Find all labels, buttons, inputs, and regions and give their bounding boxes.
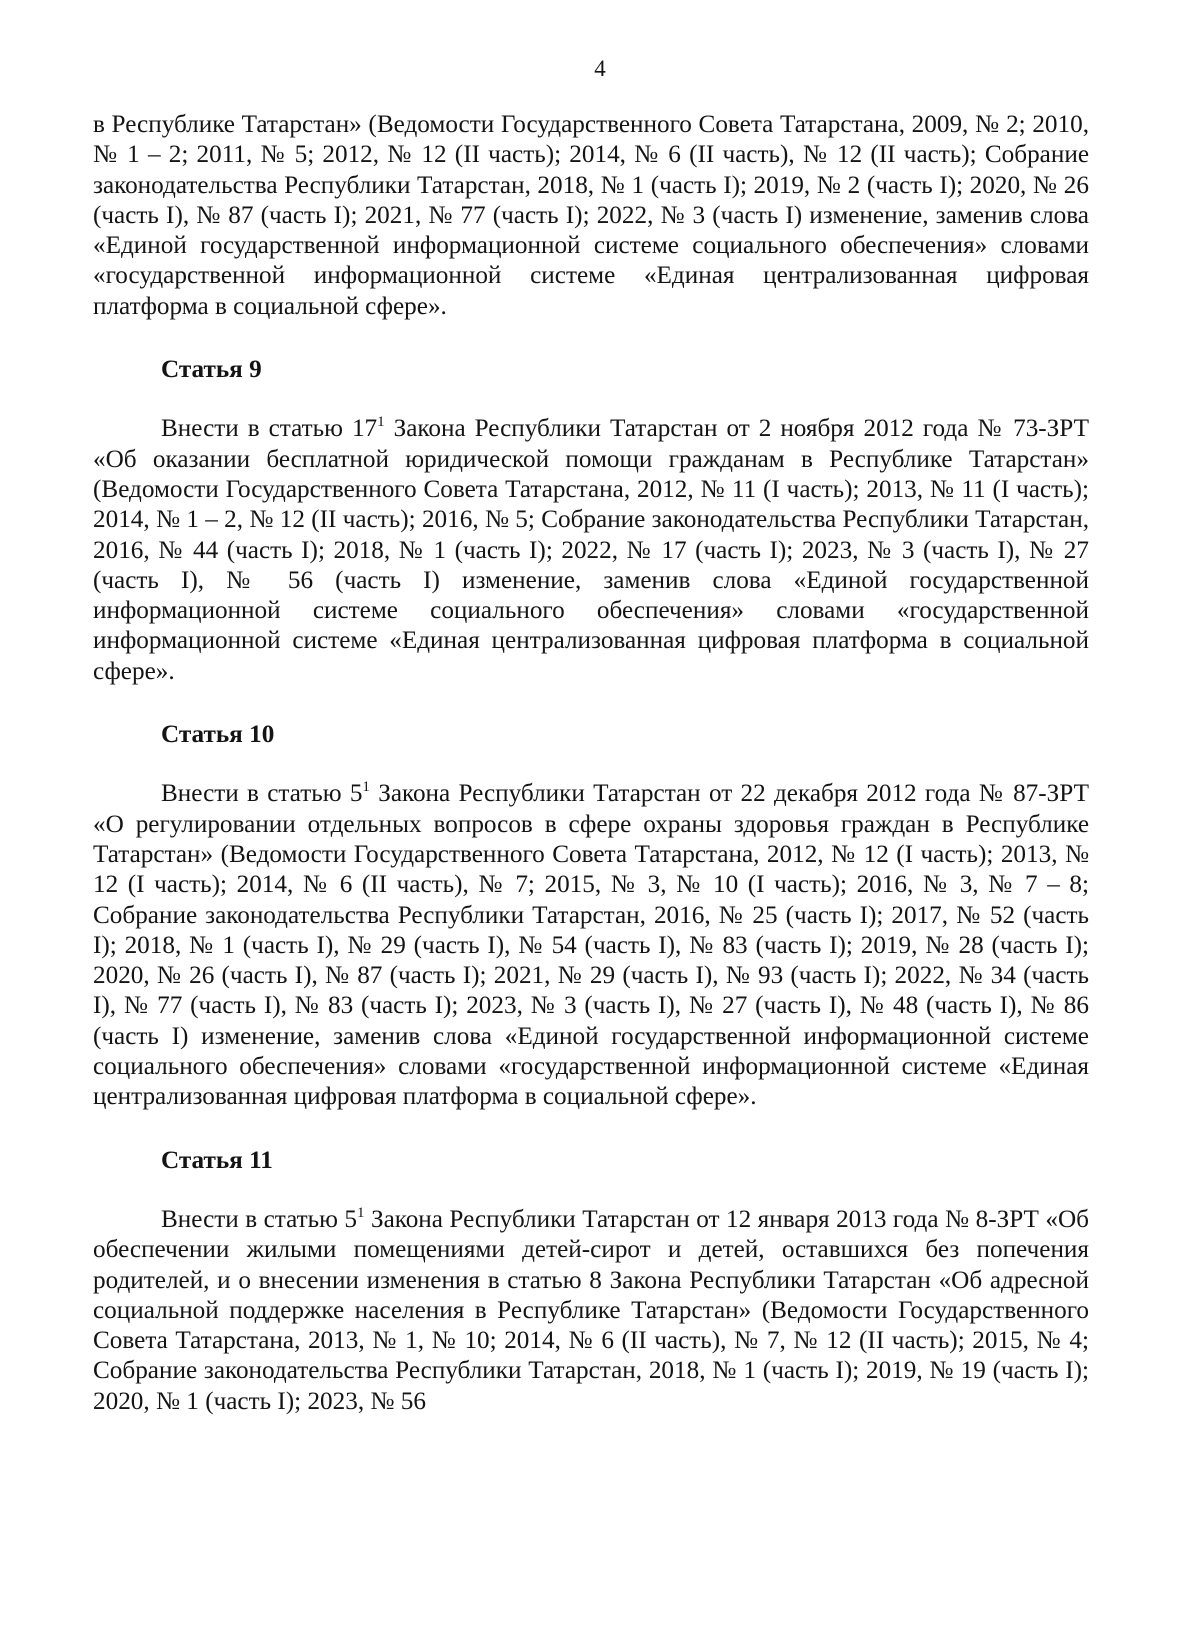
article-9-superscript: 1	[377, 414, 385, 431]
page-number: 4	[594, 56, 606, 81]
article-11-text-start: Внести в статью 5	[161, 1205, 357, 1233]
article-9-heading: Статья 9	[161, 356, 262, 384]
article-10-heading: Статья 10	[161, 721, 275, 749]
article-11-text-rest: Закона Республики Татарстан от 12 января 2013 года № 8-ЗРТ «Об обеспечении жилыми помещениями детей-сирот и детей, оставшихся без попечения родителей, и о внесении изменения в статью 8 Закона Республики Татарстан «Об адресной социальной поддержке населения в Республике Татарстан» (Ведомости Государственного Совета Татарстана, 2013, № 1, № 10; 2014, № 6 (II часть), № 7, № 12 (II часть); 2015, № 4; Собрание законодательства Республики Татарстан, 2018, № 1 (часть I); 2019, № 19 (часть I); 2020, № 1 (часть I); 2023, № 56	[93, 1205, 1090, 1415]
article-11-heading: Статья 11	[161, 1146, 273, 1174]
article-10-text-start: Внести в статью 5	[161, 780, 363, 808]
article-9-text-rest: Закона Республики Татарстан от 2 ноября 2012 года № 73-ЗРТ «Об оказании бесплатной юридической помощи гражданам в Республике Татарстан» (Ведомости Государственного Совета Татарстана, 2012, № 11 (I часть); 2013, № 11 (I часть); 2014, № 1 – 2, № 12 (II часть); 2016, № 5; Собрание законодательства Республики Татарстан, 2016, № 44 (часть I); 2018, № 1 (часть I); 2022, № 17 (часть I); 2023, № 3 (часть I), № 27 (часть I), № 56 (часть I) изменение, заменив слова «Единой государственной информационной системе социального обеспечения» словами «государственной информационной системе «Единая централизованная цифровая платформа в социальной сфере».	[93, 415, 1089, 685]
article-10-superscript: 1	[362, 779, 370, 796]
intro-paragraph: в Республике Татарстан» (Ведомости Государственного Совета Татарстана, 2009, № 2; 2010, № 1 – 2; 2011, № 5; 2012, № 12 (II часть); 2014, № 6 (II часть), № 12 (II часть); Собрание законодательства Республики Татарстан, 2018, № 1 (часть I); 2019, № 2 (часть I); 2020, № 26 (часть I), № 87 (часть I); 2021, № 77 (часть I); 2022, № 3 (часть I) изменение, заменив слова «Единой государственной информационной системе социального обеспечения» словами «государственной информационной системе «Единая централизованная цифровая платформа в социальной сфере».	[93, 111, 1089, 320]
article-11-superscript: 1	[356, 1204, 365, 1221]
article-9-text	[93, 414, 1089, 687]
document-body	[93, 110, 1089, 1417]
article-9-text-start: Внести в статью 17	[161, 415, 378, 443]
article-10-text-rest: Закона Республики Татарстан от 22 декабря 2012 года № 87-ЗРТ «О регулировании отдельных вопросов в сфере охраны здоровья граждан в Республике Татарстан» (Ведомости Государственного Совета Татарстана, 2012, № 12 (I часть); 2013, № 12 (I часть); 2014, № 6 (II часть), № 7; 2015, № 3, № 10 (I часть); 2016, № 3, № 7 – 8; Собрание законодательства Республики Татарстан, 2016, № 25 (часть I); 2017, № 52 (часть I); 2018, № 1 (часть I), № 29 (часть I), № 54 (часть I), № 83 (часть I); 2019, № 28 (часть I); 2020, № 26 (часть I), № 87 (часть I); 2021, № 29 (часть I), № 93 (часть I); 2022, № 34 (часть I), № 77 (часть I), № 83 (часть I); 2023, № 3 (часть I), № 27 (часть I), № 48 (часть I), № 86 (часть I) изменение, заменив слова «Единой государственной информационной системе социального обеспечения» словами «государственной информационной системе «Единая централизованная цифровая платформа в социальной сфере».	[93, 780, 1089, 1111]
article-10-text	[93, 779, 1089, 1112]
article-11-text	[93, 1205, 1089, 1417]
